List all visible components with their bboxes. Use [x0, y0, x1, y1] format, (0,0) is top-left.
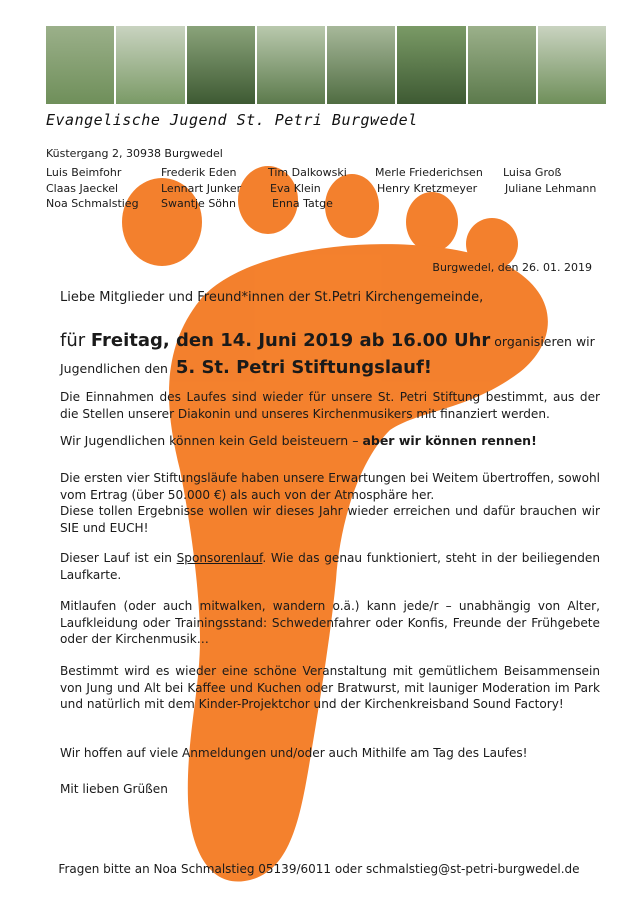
runner-photo — [327, 26, 395, 104]
member-name: Lennart Junker — [161, 182, 242, 195]
sponsor-run-term: Sponsorenlauf — [176, 551, 263, 565]
paragraph-sponsor-run — [60, 550, 600, 583]
headline-middle: organisieren wir Jugendlichen den — [60, 334, 595, 376]
member-name: Frederik Eden — [161, 166, 237, 179]
member-name: Juliane Lehmann — [505, 182, 597, 195]
letter-date: Burgwedel, den 26. 01. 2019 — [432, 261, 592, 274]
headline-prefix: für — [60, 330, 91, 351]
member-name: Claas Jaeckel — [46, 182, 119, 195]
runner-photo — [538, 26, 606, 104]
closing-greeting: Mit lieben Grüßen — [60, 782, 168, 796]
member-name: Eva Klein — [270, 182, 321, 195]
paragraph-youth-text: Wir Jugendlichen können kein Geld beisteuern – — [60, 433, 363, 448]
member-name: Enna Tatge — [272, 197, 333, 210]
member-name: Swantje Söhn — [161, 197, 236, 210]
contact-line: Fragen bitte an Noa Schmalstieg 05139/6011 oder schmalstieg@st-petri-burgwedel.de — [58, 862, 580, 876]
paragraph-results — [60, 470, 600, 536]
paragraph-sponsor-text: Dieser Lauf ist ein — [60, 551, 177, 565]
event-headline — [60, 328, 600, 382]
runner-photo — [468, 26, 536, 104]
member-name: Noa Schmalstieg — [46, 197, 139, 210]
salutation: Liebe Mitglieder und Freund*innen der St.Petri Kirchengemeinde, — [60, 290, 484, 305]
paragraph-results-line: Die ersten vier Stiftungsläufe haben unsere Erwartungen bei Weitem übertroffen, sowohl vom Ertrag (über 50.000 €) als auch von der Atmosphäre her. — [60, 471, 600, 502]
runner-photo — [397, 26, 465, 104]
organization-name: Evangelische Jugend St. Petri Burgwedel — [46, 111, 418, 129]
paragraph-sponsor-text: . Wie das genau funktioniert, steht in der beiliegenden Laufkarte. — [60, 551, 600, 582]
member-name: Merle Friederichsen — [375, 166, 483, 179]
runner-photo — [46, 26, 114, 104]
event-date: Freitag, den 14. Juni 2019 ab 16.00 Uhr — [90, 330, 491, 351]
photo-strip — [46, 26, 606, 104]
paragraph-participation: Mitlaufen (oder auch mitwalken, wandern o.ä.) kann jede/r – unabhängig von Alter, Laufkleidung oder Trainingsstand: Schwedenfahrer oder Konfis, Freunde der Frühgebete oder der Kirchenmusik… — [60, 599, 600, 646]
runner-photo — [187, 26, 255, 104]
runner-photo — [116, 26, 184, 104]
event-name: 5. St. Petri Stiftungslauf! — [175, 357, 433, 378]
paragraph-donations: Die Einnahmen des Laufes sind wieder für unsere St. Petri Stiftung bestimmt, aus der die Stellen unserer Diakonin und unseres Kirchenmusikers mit finanziert werden. — [60, 390, 600, 421]
paragraph-youth — [60, 433, 600, 450]
address: Küstergang 2, 30938 Burgwedel — [46, 147, 223, 160]
member-name: Tim Dalkowski — [268, 166, 347, 179]
paragraph-youth-emphasis: aber wir können rennen! — [362, 433, 537, 448]
member-name: Luis Beimfohr — [46, 166, 122, 179]
member-name: Luisa Groß — [503, 166, 562, 179]
paragraph-results-line: Diese tollen Ergebnisse wollen wir dieses Jahr wieder erreichen und dafür brauchen wir SIE und EUCH! — [60, 504, 600, 535]
paragraph-registration: Wir hoffen auf viele Anmeldungen und/oder auch Mithilfe am Tag des Laufes! — [60, 746, 528, 760]
runner-photo — [257, 26, 325, 104]
member-name: Henry Kretzmeyer — [377, 182, 478, 195]
paragraph-event-details: Bestimmt wird es wieder eine schöne Veranstaltung mit gemütlichem Beisammensein von Jung und Alt bei Kaffee und Kuchen oder Bratwurst, mit launiger Moderation im Park und natürlich mit dem Kinder-Projektchor und der Kirchenkreisband Sound Factory! — [60, 664, 600, 711]
